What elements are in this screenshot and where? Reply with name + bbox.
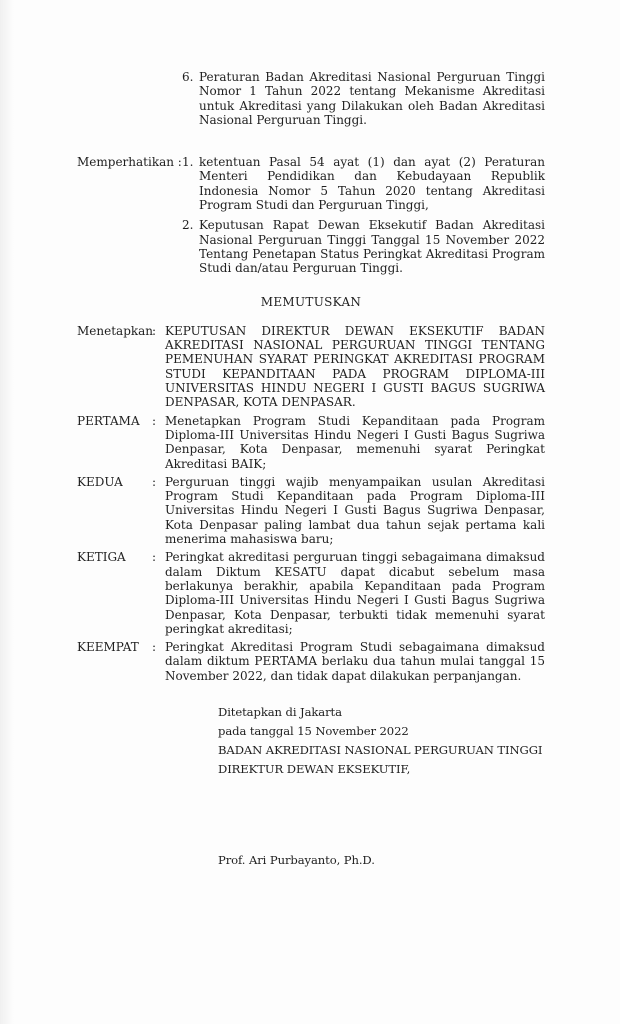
list-item-text: ketentuan Pasal 54 ayat (1) dan ayat (2) Peraturan Menteri Pendidikan dan Kebudayaan Republik Indonesia Nomor 5 Tahun 2020 tentang Akreditasi Program Studi dan Perguruan Tinggi, bbox=[199, 155, 545, 213]
dictum-row-menetapkan bbox=[77, 324, 545, 410]
dictum-row-keempat bbox=[77, 640, 545, 683]
decision-heading: MEMUTUSKAN bbox=[260, 294, 362, 309]
considering-item-6 bbox=[182, 70, 545, 127]
dictum-colon: : bbox=[152, 474, 157, 489]
dictum-label: PERTAMA bbox=[77, 413, 140, 428]
signatory-name: Prof. Ari Purbayanto, Ph.D. bbox=[218, 852, 375, 867]
dictum-text: Menetapkan Program Studi Kepanditaan pada Program Diploma-III Universitas Hindu Negeri I Gusti Bagus Sugriwa Denpasar, Kota Denpasar, memenuhi syarat Peringkat Akreditasi BAIK; bbox=[165, 413, 545, 471]
list-item-number: 2. bbox=[182, 218, 194, 233]
dictum-text: KEPUTUSAN DIREKTUR DEWAN EKSEKUTIF BADAN AKREDITASI NASIONAL PERGURUAN TINGGI TENTANG PEMENUHAN SYARAT PERINGKAT AKREDITASI PROGRAM STUDI KEPANDITAAN PADA PROGRAM DIPLOMA-III UNIVERSITAS HINDU NEGERI I GUSTI BAGUS SUGRIWA DENPASAR, KOTA DENPASAR. bbox=[165, 323, 545, 410]
signature-institution-line: BADAN AKREDITASI NASIONAL PERGURUAN TINGGI bbox=[218, 742, 543, 757]
dictum-text: Peringkat akreditasi perguruan tinggi sebagaimana dimaksud dalam Diktum KESATU dapat dicabut sebelum masa berlakunya berakhir, apabila Kepanditaan pada Program Diploma-III Universitas Hindu Negeri I Gusti Bagus Sugriwa Denpasar, Kota Denpasar, terbukti tidak memenuhi syarat peringkat akreditasi; bbox=[165, 550, 545, 636]
dictum-row-kedua bbox=[77, 475, 545, 546]
dictum-row-ketiga bbox=[77, 550, 545, 636]
list-item-number: 6. bbox=[182, 70, 194, 84]
memperhatikan-item-1 bbox=[182, 155, 545, 212]
list-item-number: 1. bbox=[182, 155, 194, 170]
dictum-colon: : bbox=[152, 323, 157, 338]
dictum-label: KEDUA bbox=[77, 474, 123, 489]
memperhatikan-items bbox=[182, 155, 545, 275]
dictum-colon: : bbox=[152, 550, 157, 565]
memperhatikan-label: Memperhatikan : bbox=[77, 155, 182, 170]
dictum-text: Peringkat Akreditasi Program Studi sebagaimana dimaksud dalam diktum PERTAMA berlaku dua tahun mulai tanggal 15 November 2022, dan tidak dapat dilakukan perpanjangan. bbox=[165, 640, 545, 683]
dictum-label: KEEMPAT bbox=[77, 640, 139, 655]
list-item-text: Peraturan Badan Akreditasi Nasional Perguruan Tinggi Nomor 1 Tahun 2022 tentang Mekanisme Akreditasi untuk Akreditasi yang Dilakukan oleh Badan Akreditasi Nasional Perguruan Tinggi. bbox=[199, 70, 545, 127]
signature-date-line: pada tanggal 15 November 2022 bbox=[218, 723, 409, 738]
dictum-row-pertama bbox=[77, 414, 545, 471]
dictum-label: Menetapkan bbox=[77, 323, 154, 338]
signature-block bbox=[218, 703, 545, 870]
dictum-colon: : bbox=[152, 413, 157, 428]
signature-place-line: Ditetapkan di Jakarta bbox=[218, 704, 342, 719]
list-item-text: Keputusan Rapat Dewan Eksekutif Badan Akreditasi Nasional Perguruan Tinggi Tanggal 15 November 2022 Tentang Penetapan Status Peringkat Akreditasi Program Studi dan/atau Perguruan Tinggi. bbox=[199, 218, 545, 276]
dictum-colon: : bbox=[152, 640, 157, 655]
memperhatikan-item-2 bbox=[182, 218, 545, 275]
dictum-text: Perguruan tinggi wajib menyampaikan usulan Akreditasi Program Studi Kepanditaan pada Program Diploma-III Universitas Hindu Negeri I Gusti Bagus Sugriwa Denpasar, Kota Denpasar paling lambat dua tahun sejak pertama kali menerima mahasiswa baru; bbox=[165, 474, 545, 547]
dictum-label: KETIGA bbox=[77, 550, 126, 565]
signature-position-line: DIREKTUR DEWAN EKSEKUTIF, bbox=[218, 761, 411, 776]
memperhatikan-block bbox=[77, 155, 545, 275]
